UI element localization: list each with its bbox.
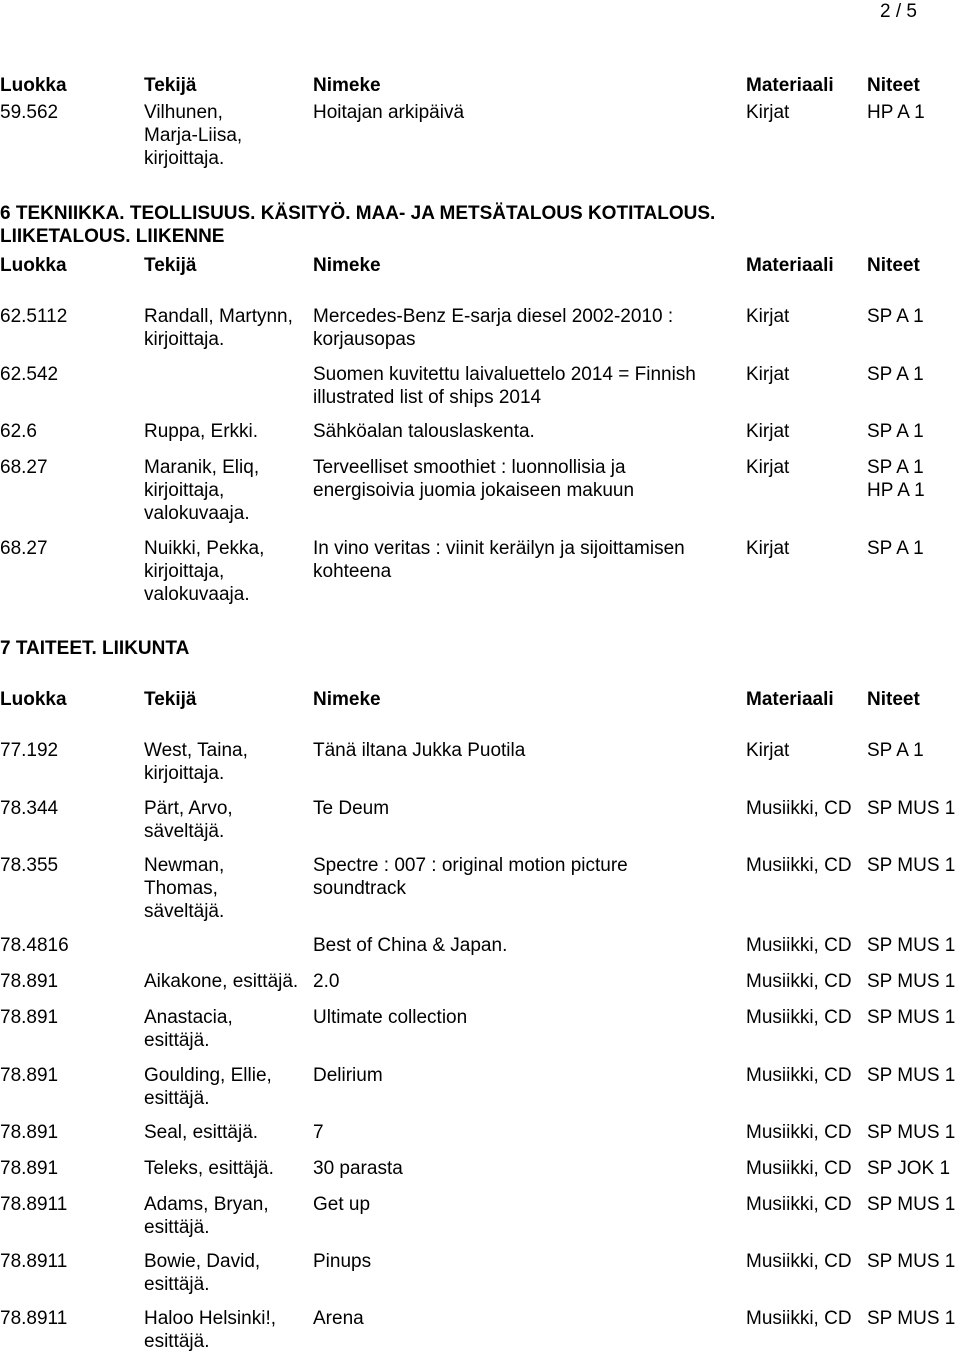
cell-nimeke: Pinups <box>313 1251 372 1272</box>
cell-luokka: 68.27 <box>0 538 48 559</box>
cell-nimeke: Best of China & Japan. <box>313 935 508 956</box>
header-niteet: Niteet <box>867 689 920 710</box>
cell-nimeke: Get up <box>313 1194 371 1215</box>
cell-niteet: SP MUS 1 <box>867 1308 956 1329</box>
cell-materiaali: Musiikki, CD <box>746 1065 852 1086</box>
cell-materiaali: Musiikki, CD <box>746 1158 852 1179</box>
cell-niteet: SP A 1 <box>867 538 924 559</box>
cell-luokka: 78.8911 <box>0 1251 68 1272</box>
header-tekija: Tekijä <box>144 255 197 276</box>
cell-luokka: 77.192 <box>0 740 59 761</box>
cell-luokka: 78.4816 <box>0 935 69 956</box>
cell-tekija: Aikakone, esittäjä. <box>144 971 299 992</box>
cell-luokka: 62.5112 <box>0 306 68 327</box>
cell-materiaali: Kirjat <box>746 306 790 327</box>
cell-nimeke: 2.0 <box>313 971 340 992</box>
cell-luokka: 78.891 <box>0 1065 59 1086</box>
cell-niteet: SP MUS 1 <box>867 1194 956 1215</box>
header-materiaali: Materiaali <box>746 255 834 276</box>
cell-nimeke: 7 <box>313 1122 324 1143</box>
cell-nimeke: 30 parasta <box>313 1158 403 1179</box>
cell-tekija: Haloo Helsinki!, esittäjä. <box>144 1308 276 1352</box>
section-heading: 6 TEKNIIKKA. TEOLLISUUS. KÄSITYÖ. MAA- JA METSÄTALOUS KOTITALOUS. <box>0 203 716 224</box>
cell-niteet: SP A 1 <box>867 306 924 327</box>
cell-luokka: 78.355 <box>0 855 59 876</box>
cell-materiaali: Kirjat <box>746 538 790 559</box>
cell-tekija: Nuikki, Pekka, kirjoittaja, valokuvaaja. <box>144 538 265 605</box>
cell-nimeke: Ultimate collection <box>313 1007 468 1028</box>
cell-tekija: West, Taina, kirjoittaja. <box>144 740 248 784</box>
cell-niteet: SP MUS 1 <box>867 855 956 876</box>
cell-luokka: 78.891 <box>0 1122 59 1143</box>
cell-tekija: Pärt, Arvo, säveltäjä. <box>144 798 233 842</box>
cell-tekija: Vilhunen, Marja-Liisa, kirjoittaja. <box>144 102 243 169</box>
cell-materiaali: Musiikki, CD <box>746 1122 852 1143</box>
cell-niteet: SP MUS 1 <box>867 1122 956 1143</box>
cell-niteet: SP MUS 1 <box>867 1251 956 1272</box>
page-number: 2 / 5 <box>880 1 917 22</box>
cell-niteet: HP A 1 <box>867 102 925 123</box>
cell-nimeke: Hoitajan arkipäivä <box>313 102 465 123</box>
cell-niteet: SP A 1 HP A 1 <box>867 457 925 501</box>
cell-luokka: 62.542 <box>0 364 59 385</box>
header-nimeke: Nimeke <box>313 75 381 96</box>
cell-niteet: SP MUS 1 <box>867 798 956 819</box>
cell-materiaali: Kirjat <box>746 740 790 761</box>
cell-materiaali: Musiikki, CD <box>746 935 852 956</box>
cell-materiaali: Musiikki, CD <box>746 1194 852 1215</box>
header-luokka: Luokka <box>0 689 67 710</box>
cell-niteet: SP MUS 1 <box>867 1007 956 1028</box>
cell-materiaali: Musiikki, CD <box>746 1007 852 1028</box>
cell-luokka: 62.6 <box>0 421 37 442</box>
cell-materiaali: Kirjat <box>746 364 790 385</box>
header-luokka: Luokka <box>0 75 67 96</box>
cell-tekija: Teleks, esittäjä. <box>144 1158 274 1179</box>
cell-niteet: SP A 1 <box>867 740 924 761</box>
cell-tekija: Maranik, Eliq, kirjoittaja, valokuvaaja. <box>144 457 260 524</box>
cell-tekija: Ruppa, Erkki. <box>144 421 259 442</box>
cell-tekija: Bowie, David, esittäjä. <box>144 1251 261 1295</box>
cell-tekija: Goulding, Ellie, esittäjä. <box>144 1065 272 1109</box>
cell-luokka: 78.8911 <box>0 1308 68 1329</box>
header-luokka: Luokka <box>0 255 67 276</box>
cell-nimeke: Te Deum <box>313 798 390 819</box>
section-heading: 7 TAITEET. LIIKUNTA <box>0 638 190 659</box>
header-nimeke: Nimeke <box>313 255 381 276</box>
cell-luokka: 78.891 <box>0 1007 59 1028</box>
cell-nimeke: In vino veritas : viinit keräilyn ja sijoittamisen kohteena <box>313 538 685 582</box>
cell-nimeke: Tänä iltana Jukka Puotila <box>313 740 526 761</box>
cell-nimeke: Delirium <box>313 1065 383 1086</box>
cell-luokka: 78.8911 <box>0 1194 68 1215</box>
cell-nimeke: Mercedes-Benz E-sarja diesel 2002-2010 : korjausopas <box>313 306 674 350</box>
cell-niteet: SP JOK 1 <box>867 1158 951 1179</box>
cell-materiaali: Musiikki, CD <box>746 855 852 876</box>
cell-niteet: SP MUS 1 <box>867 935 956 956</box>
cell-luokka: 59.562 <box>0 102 59 123</box>
cell-materiaali: Kirjat <box>746 457 790 478</box>
cell-materiaali: Kirjat <box>746 102 790 123</box>
header-niteet: Niteet <box>867 255 920 276</box>
cell-tekija: Newman, Thomas, säveltäjä. <box>144 855 225 922</box>
cell-niteet: SP A 1 <box>867 364 924 385</box>
cell-tekija: Seal, esittäjä. <box>144 1122 259 1143</box>
header-nimeke: Nimeke <box>313 689 381 710</box>
cell-luokka: 78.891 <box>0 1158 59 1179</box>
cell-niteet: SP MUS 1 <box>867 1065 956 1086</box>
cell-tekija: Anastacia, esittäjä. <box>144 1007 233 1051</box>
header-tekija: Tekijä <box>144 689 197 710</box>
cell-materiaali: Kirjat <box>746 421 790 442</box>
section-heading: LIIKETALOUS. LIIKENNE <box>0 226 225 247</box>
header-niteet: Niteet <box>867 75 920 96</box>
cell-materiaali: Musiikki, CD <box>746 971 852 992</box>
cell-nimeke: Spectre : 007 : original motion picture soundtrack <box>313 855 628 899</box>
cell-luokka: 68.27 <box>0 457 48 478</box>
cell-tekija: Adams, Bryan, esittäjä. <box>144 1194 269 1238</box>
cell-niteet: SP A 1 <box>867 421 924 442</box>
header-materiaali: Materiaali <box>746 75 834 96</box>
header-tekija: Tekijä <box>144 75 197 96</box>
cell-luokka: 78.891 <box>0 971 59 992</box>
cell-nimeke: Suomen kuvitettu laivaluettelo 2014 = Finnish illustrated list of ships 2014 <box>313 364 696 408</box>
cell-niteet: SP MUS 1 <box>867 971 956 992</box>
cell-materiaali: Musiikki, CD <box>746 1251 852 1272</box>
cell-nimeke: Arena <box>313 1308 364 1329</box>
cell-nimeke: Terveelliset smoothiet : luonnollisia ja energisoivia juomia jokaiseen makuun <box>313 457 635 501</box>
cell-nimeke: Sähköalan talouslaskenta. <box>313 421 535 442</box>
cell-materiaali: Musiikki, CD <box>746 1308 852 1329</box>
cell-luokka: 78.344 <box>0 798 59 819</box>
header-materiaali: Materiaali <box>746 689 834 710</box>
cell-materiaali: Musiikki, CD <box>746 798 852 819</box>
cell-tekija: Randall, Martynn, kirjoittaja. <box>144 306 293 350</box>
